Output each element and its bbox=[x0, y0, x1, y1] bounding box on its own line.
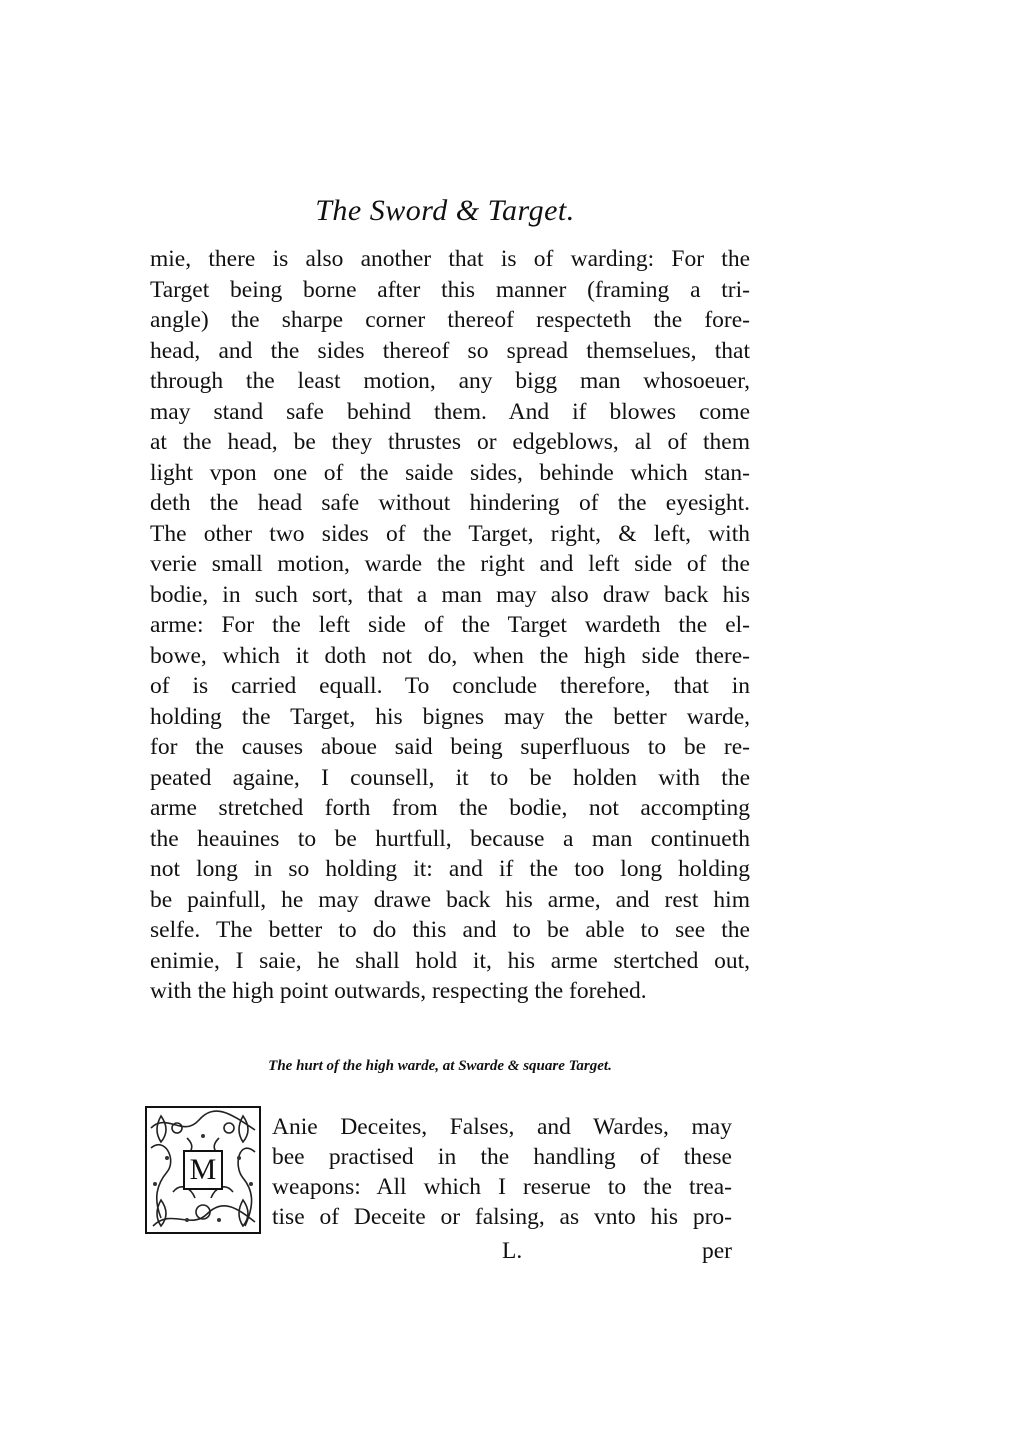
text-line: light vpon one of the saide sides, behinde which stan- bbox=[150, 459, 750, 486]
body-paragraph bbox=[150, 244, 750, 1007]
text-line: Target being borne after this manner (framing a tri- bbox=[150, 276, 750, 303]
text-line: enimie, I saie, he shall hold it, his arme stertched out, bbox=[150, 947, 750, 974]
initial-letter: M bbox=[183, 1150, 223, 1190]
text-line: arme: For the left side of the Target wardeth the el- bbox=[150, 612, 750, 638]
page-footer bbox=[150, 1238, 740, 1272]
text-line: bodie, in such sort, that a man may also draw back his bbox=[150, 581, 750, 608]
text-line: be painfull, he may drawe back his arme, and rest him bbox=[150, 886, 750, 913]
text-line: bee practised in the handling of these bbox=[272, 1144, 732, 1170]
illustration-caption: The hurt of the high warde, at Swarde & square Target. bbox=[268, 1058, 612, 1074]
catchword: per bbox=[701, 1238, 732, 1264]
text-line: verie small motion, warde the right and left side of the bbox=[150, 551, 750, 577]
text-line: may stand safe behind them. And if blowes come bbox=[150, 398, 750, 425]
text-line: through the least motion, any bigg man whosoeuer, bbox=[150, 368, 750, 394]
text-line: angle) the sharpe corner thereof respecteth the fore- bbox=[150, 307, 750, 333]
text-line: at the head, be they thrustes or edgeblows, al of them bbox=[150, 429, 750, 455]
text-line: arme stretched forth from the bodie, not accompting bbox=[150, 795, 750, 821]
chapter-paragraph bbox=[272, 1112, 732, 1232]
decorated-initial bbox=[145, 1106, 261, 1234]
text-line: tise of Deceite or falsing, as vnto his pro- bbox=[272, 1204, 732, 1230]
text-line: deth the head safe without hindering of the eyesight. bbox=[150, 490, 750, 516]
text-line: the heauines to be hurtfull, because a man continueth bbox=[150, 825, 750, 852]
text-line: with the high point outwards, respecting the forehed. bbox=[150, 978, 647, 1004]
text-line: bowe, which it doth not do, when the high side there- bbox=[150, 642, 750, 669]
text-line: The other two sides of the Target, right, & left, with bbox=[150, 520, 750, 547]
text-line: weapons: All which I reserue to the trea- bbox=[272, 1174, 732, 1200]
text-line: Anie Deceites, Falses, and Wardes, may bbox=[272, 1114, 732, 1140]
text-line: not long in so holding it: and if the too long holding bbox=[150, 856, 750, 882]
text-line: head, and the sides thereof so spread themselues, that bbox=[150, 337, 750, 364]
signature-mark: L. bbox=[502, 1238, 523, 1264]
text-line: peated againe, I counsell, it to be holden with the bbox=[150, 764, 750, 791]
running-title: The Sword & Target. bbox=[315, 194, 575, 227]
text-line: for the causes aboue said being superfluous to be re- bbox=[150, 734, 750, 760]
text-line: selfe. The better to do this and to be able to see the bbox=[150, 917, 750, 943]
text-line: of is carried equall. To conclude therefore, that in bbox=[150, 673, 750, 699]
text-line: mie, there is also another that is of warding: For the bbox=[150, 246, 750, 272]
text-line: holding the Target, his bignes may the better warde, bbox=[150, 703, 750, 730]
